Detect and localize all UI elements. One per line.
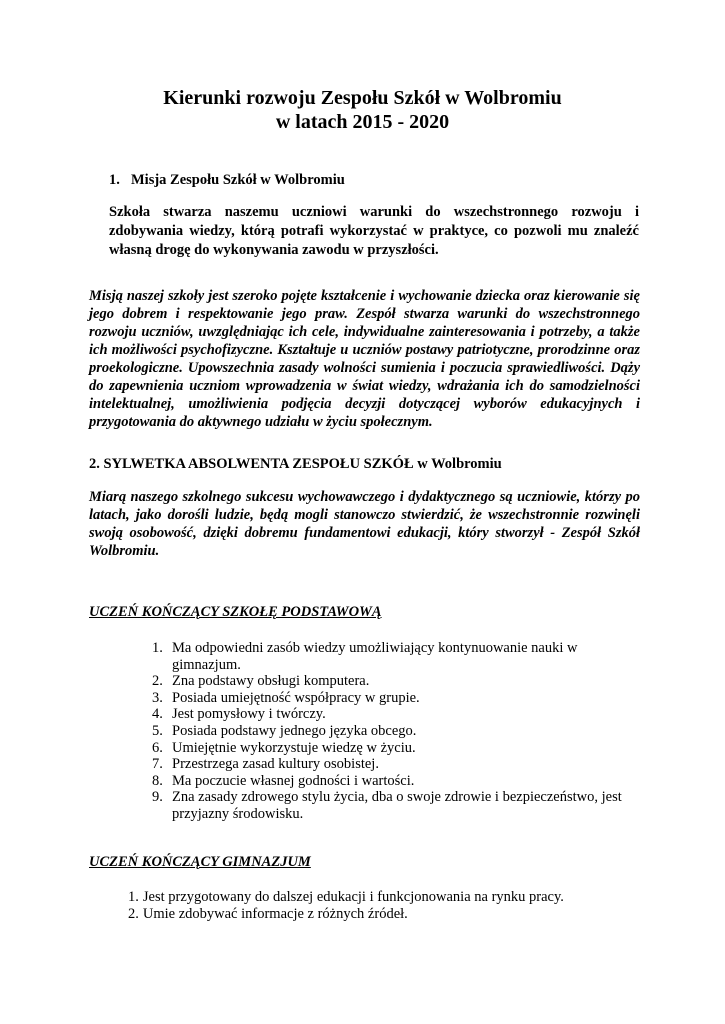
mission-heading-number: 1. bbox=[109, 172, 120, 188]
list-item-number: 3. bbox=[152, 689, 163, 706]
list-item-number: 1. bbox=[128, 889, 139, 905]
italic-paragraph-line: Miarą naszego szkolnego sukcesu wychowawczego i dydaktycznego są uczniowie, którzy po bbox=[89, 489, 640, 505]
list-item bbox=[152, 706, 632, 723]
list-item-text: Zna zasady zdrowego stylu życia, dba o swoje zdrowie i bezpieczeństwo, jest bbox=[172, 789, 622, 806]
italic-paragraph-line: ich możliwości psychofizyczne. Kształtuje u uczniów postawy patriotyczne, prorodzinne oraz bbox=[89, 342, 640, 358]
list-item-number: 6. bbox=[152, 739, 163, 756]
list-item-text: Umiejętnie wykorzystuje wiedzę w życiu. bbox=[172, 739, 416, 756]
list-item bbox=[128, 906, 608, 923]
list-item-number: 2. bbox=[152, 673, 163, 690]
list-item-number: 9. bbox=[152, 789, 163, 806]
italic-paragraph-line: proekologiczne. Upowszechnia zasady wolności sumienia i poczucia sprawiedliwości. Dąży bbox=[89, 360, 640, 376]
list-item-text: Przestrzega zasad kultury osobistej. bbox=[172, 756, 379, 773]
list-item-text: Ma poczucie własnej godności i wartości. bbox=[172, 772, 415, 789]
gymnasium-list bbox=[128, 889, 608, 922]
list-item-number: 4. bbox=[152, 706, 163, 723]
italic-paragraph-line: rozwoju uczniów, uwzględniając ich cele, indywidualne zainteresowania i potrzeby, a także bbox=[89, 324, 640, 340]
italic-paragraph-line: Misją naszej szkoły jest szeroko pojęte kształcenie i wychowanie dziecka oraz kierowanie się bbox=[89, 288, 640, 304]
list-item-text: Ma odpowiedni zasób wiedzy umożliwiający kontynuowanie nauki w bbox=[172, 640, 578, 656]
primary-school-heading: UCZEŃ KOŃCZĄCY SZKOŁĘ PODSTAWOWĄ bbox=[89, 604, 382, 620]
italic-paragraph-line: przygotowania do aktywnego udziału w życiu społecznym. bbox=[89, 414, 433, 430]
list-item bbox=[152, 740, 632, 757]
mission-italic-paragraph bbox=[89, 287, 640, 431]
list-item-text: Posiada umiejętność współpracy w grupie. bbox=[172, 689, 420, 706]
mission-heading bbox=[109, 172, 345, 189]
bold-paragraph-line: Szkoła stwarza naszemu uczniowi warunki do wszechstronnego rozwoju i bbox=[109, 204, 639, 220]
list-item-text: Jest pomysłowy i twórczy. bbox=[172, 706, 326, 723]
document-title-line-1: Kierunki rozwoju Zespołu Szkół w Wolbromiu bbox=[163, 87, 562, 109]
graduate-profile-paragraph bbox=[89, 488, 640, 560]
mission-bold-paragraph bbox=[109, 203, 639, 260]
italic-paragraph-line: swoją osobowość, dzięki dobremu fundamentowi edukacji, który stworzył - Zespół Szkół bbox=[89, 525, 640, 541]
gymnasium-heading: UCZEŃ KOŃCZĄCY GIMNAZJUM bbox=[89, 854, 311, 870]
list-item-text: Jest przygotowany do dalszej edukacji i funkcjonowania na rynku pracy. bbox=[142, 889, 564, 905]
list-item bbox=[152, 756, 632, 773]
list-item bbox=[128, 889, 608, 906]
list-item bbox=[152, 789, 632, 822]
list-item-text: Zna podstawy obsługi komputera. bbox=[172, 673, 370, 690]
graduate-profile-heading: 2. SYLWETKA ABSOLWENTA ZESPOŁU SZKÓŁ w Wolbromiu bbox=[89, 456, 502, 472]
italic-paragraph-line: intelektualnej, umożliwienia podjęcia decyzji dotyczącej wyborów edukacyjnych i bbox=[89, 396, 640, 412]
list-item bbox=[152, 690, 632, 707]
italic-paragraph-line: do zapewnienia uczniom wprowadzenia w świat wiedzy, wdrażania ich do samodzielności bbox=[89, 378, 640, 394]
italic-paragraph-line: latach, jako dorośli ludzie, będą mogli stanowczo stwierdzić, że wszechstronnie rozwinęli bbox=[89, 507, 640, 523]
list-item-number: 2. bbox=[128, 905, 139, 922]
list-item-number: 1. bbox=[152, 640, 163, 656]
italic-paragraph-line: jego dobrem i respektowanie jego praw. Zespół stwarza warunki do wszechstronnego bbox=[89, 306, 640, 322]
primary-school-list bbox=[152, 640, 632, 823]
list-item bbox=[152, 640, 632, 673]
list-item-text: Posiada podstawy jednego języka obcego. bbox=[172, 722, 417, 739]
mission-heading-text: Misja Zespołu Szkół w Wolbromiu bbox=[131, 172, 345, 188]
list-item-text: Umie zdobywać informacje z różnych źródeł. bbox=[142, 905, 408, 922]
bold-paragraph-line: własną drogę do wykonywania zawodu w przyszłości. bbox=[109, 242, 439, 258]
list-item bbox=[152, 673, 632, 690]
italic-paragraph-line: Wolbromiu. bbox=[89, 543, 160, 559]
list-item-number: 8. bbox=[152, 772, 163, 789]
list-item-continuation: przyjazny środowisku. bbox=[172, 805, 304, 822]
list-item-continuation: gimnazjum. bbox=[172, 656, 241, 673]
list-item bbox=[152, 773, 632, 790]
list-item bbox=[152, 723, 632, 740]
document-title-line-2: w latach 2015 - 2020 bbox=[275, 111, 450, 133]
bold-paragraph-line: zdobywania wiedzy, którą potrafi wykorzystać w praktyce, co pozwoli mu znaleźć bbox=[109, 223, 639, 239]
list-item-number: 5. bbox=[152, 722, 163, 739]
list-item-number: 7. bbox=[152, 756, 163, 773]
